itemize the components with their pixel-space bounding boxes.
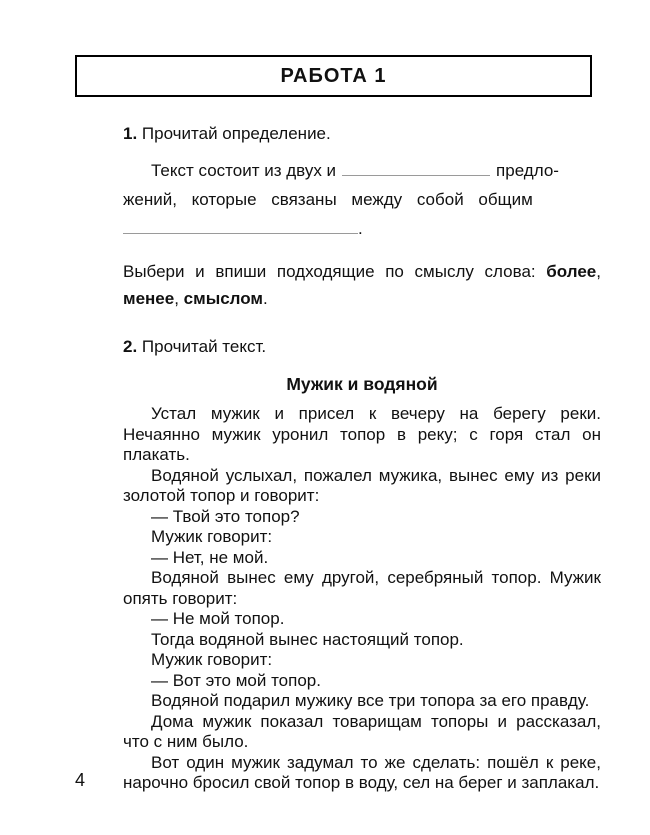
page-number: 4 [75,770,86,790]
story-paragraph: Водяной подарил мужику все три топора за его правду. [151,691,590,710]
story-paragraph: — Твой это топор? [151,506,300,526]
task-1-instruction: Прочитай определение. [141,124,331,143]
separator: . [263,289,268,308]
story-paragraph: Водяной услыхал, пожалел мужика, вынес ему из реки золотой топор и говорит: [123,465,601,505]
story-paragraph: — Вот это мой топор. [151,670,321,690]
definition-part-2: предло- [496,161,559,180]
story-paragraph: Тогда водяной вынес настоящий топор. [151,629,464,649]
word-option-bolee: более [546,262,597,281]
word-bank-intro: Выбери и впиши подходящие по смыслу слова: [123,262,536,281]
task-2-heading [123,336,601,358]
story-paragraph: — Не мой топор. [151,609,285,628]
story-text [123,404,601,794]
definition-part-1: Текст состоит из двух и [151,161,337,180]
fill-in-blank-1[interactable] [342,162,490,176]
task-2-instruction: Прочитай текст. [141,337,267,356]
task-2-number: 2. [123,337,138,356]
word-option-menee: менее [123,289,175,308]
definition-text [123,156,601,243]
story-paragraph: Дома мужик показал товарищам топоры и рассказал, что с ним было. [123,711,601,751]
story-paragraph: Вот один мужик задумал то же сделать: пошёл к реке, нарочно бросил свой топор в воду, сел на берег и заплакал. [123,752,601,792]
story-paragraph: Мужик говорит: [151,650,273,669]
story-paragraph: Водяной вынес ему другой, серебряный топор. Мужик опять говорит: [123,568,601,608]
story-paragraph: — Нет, не мой. [151,547,269,567]
fill-in-blank-2[interactable] [123,220,358,234]
story-title: Мужик и водяной [286,374,438,394]
word-option-smyslom: смыслом [183,289,263,308]
worksheet-title: РАБОТА 1 [280,64,387,87]
task-1-heading [123,123,601,145]
page-content [123,123,601,794]
word-bank [123,258,601,312]
task-1-number: 1. [123,124,138,143]
separator: , [174,289,184,308]
separator: , [596,262,601,281]
story-paragraph: Мужик говорит: [151,527,273,546]
worksheet-header [75,55,592,97]
definition-part-3: жений, которые связаны между собой общим [123,190,533,209]
story-paragraph: Устал мужик и присел к вечеру на берегу реки. Нечаянно мужик уронил топор в реку; с горя стал он плакать. [123,404,601,464]
definition-part-4: . [358,219,363,238]
